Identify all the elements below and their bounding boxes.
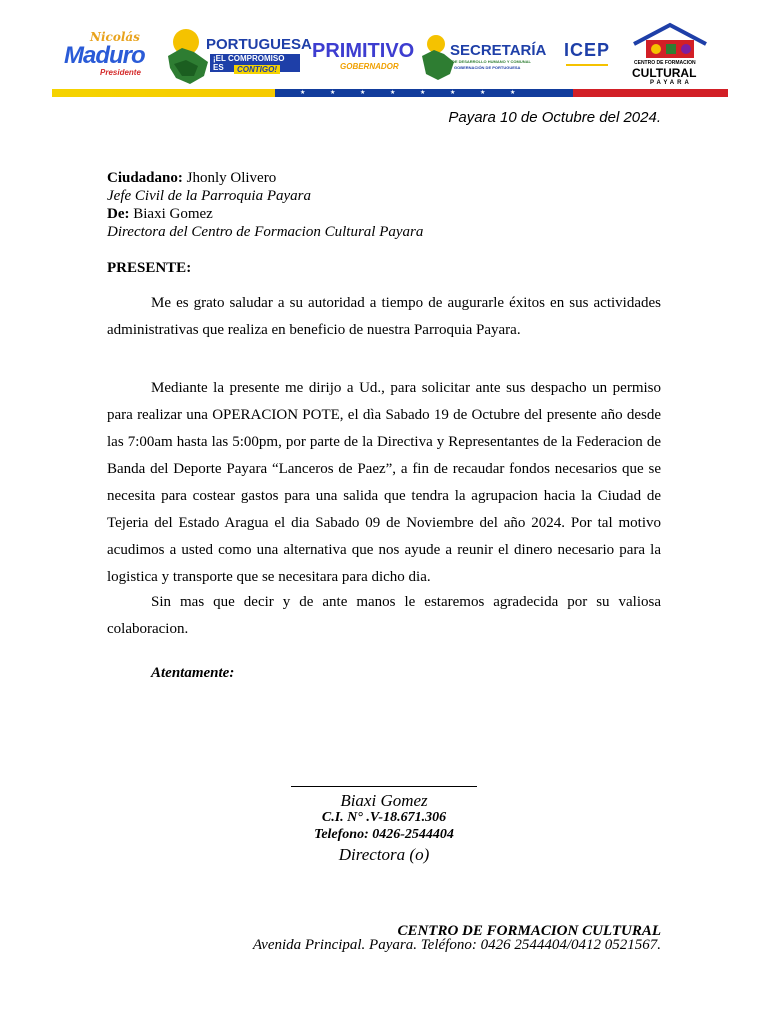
portuguesa-logo: PORTUGUESA ¡EL COMPROMISO ES CONTIGO!: [164, 22, 300, 90]
house-icon: [630, 22, 710, 58]
star-icon: ★: [300, 89, 306, 96]
flag-red-band: [573, 89, 728, 97]
address-block: [107, 169, 667, 241]
star-icon: ★: [390, 89, 396, 96]
to-line: Ciudadano: Jhonly Olivero: [107, 170, 277, 186]
secretaria-logo: SECRETARÍA DE DESARROLLO HUMANO Y COMUNAL GOBERNACIÓN DE PORTUGUESA: [420, 22, 548, 90]
star-icon: ★: [510, 89, 516, 96]
signature-name: Biaxi Gomez: [340, 791, 428, 810]
from-title: Directora del Centro de Formacion Cultural Payara: [107, 224, 424, 240]
signature-line: [291, 786, 477, 787]
signature-phone: Telefono: 0426-2544404: [314, 827, 454, 842]
icep-underline: [566, 64, 608, 66]
paragraph-2: Mediante la presente me dirijo a Ud., para solicitar ante sus despacho un permiso para realizar una OPERACION POTE, el dìa Sabado 19 de Octubre del presente año desde las 7:00am hasta las 5:00pm, por parte de la Directiva y Representantes de la Federacion de Banda del Deporte Payara “Lanceros de Paez”, a fin de recaudar fondos necesarios que se necesita para costear gastos para una salida que tendra la agrupacion hacia la Ciudad de Tejeria del Estado Aragua el dia Sabado 09 de Noviembre del año 2024. Por tal motivo acudimos a usted como una alternativa que nos ayude a reunir el dinero necesario para la logistica y transporte que se necesitara para dicho dia.: [107, 380, 661, 585]
closing: Atentamente:: [151, 665, 235, 681]
maduro-logo: Nicolás Maduro Presidente: [64, 30, 145, 77]
cfc-payara-logo: CENTRO DE FORMACION CULTURAL PAYARA: [626, 22, 712, 90]
star-icon: ★: [480, 89, 486, 96]
from-line: De: Biaxi Gomez: [107, 206, 213, 222]
icep-logo: ICEP: [558, 22, 618, 90]
footer-organization: CENTRO DE FORMACION CULTURAL: [397, 923, 661, 939]
greeting: PRESENTE:: [107, 260, 192, 276]
header-logo-strip: [52, 22, 728, 90]
paragraph-1: Me es grato saludar a su autoridad a tiempo de augurarle éxitos en sus actividades administrativas que realiza en beneficio de nuestra Parroquia Payara.: [107, 295, 661, 338]
star-icon: ★: [360, 89, 366, 96]
letter-date: Payara 10 de Octubre del 2024.: [448, 109, 661, 126]
footer-address: Avenida Principal. Payara. Teléfono: 0426 2544404/0412 0521567.: [252, 937, 661, 953]
portuguesa-map-icon: [164, 26, 212, 88]
signature-id: C.I. N° .V-18.671.306: [321, 810, 447, 825]
star-icon: ★: [330, 89, 336, 96]
star-icon: ★: [450, 89, 456, 96]
signature-role: Directora (o): [338, 845, 430, 864]
star-icon: ★: [420, 89, 426, 96]
paragraph-3: Sin mas que decir y de ante manos le estaremos agradecida por su valiosa colaboracion.: [107, 594, 661, 637]
to-title: Jefe Civil de la Parroquia Payara: [107, 188, 311, 204]
primitivo-logo: PRIMITIVO GOBERNADOR: [312, 40, 415, 71]
flag-stripe: [52, 89, 728, 97]
